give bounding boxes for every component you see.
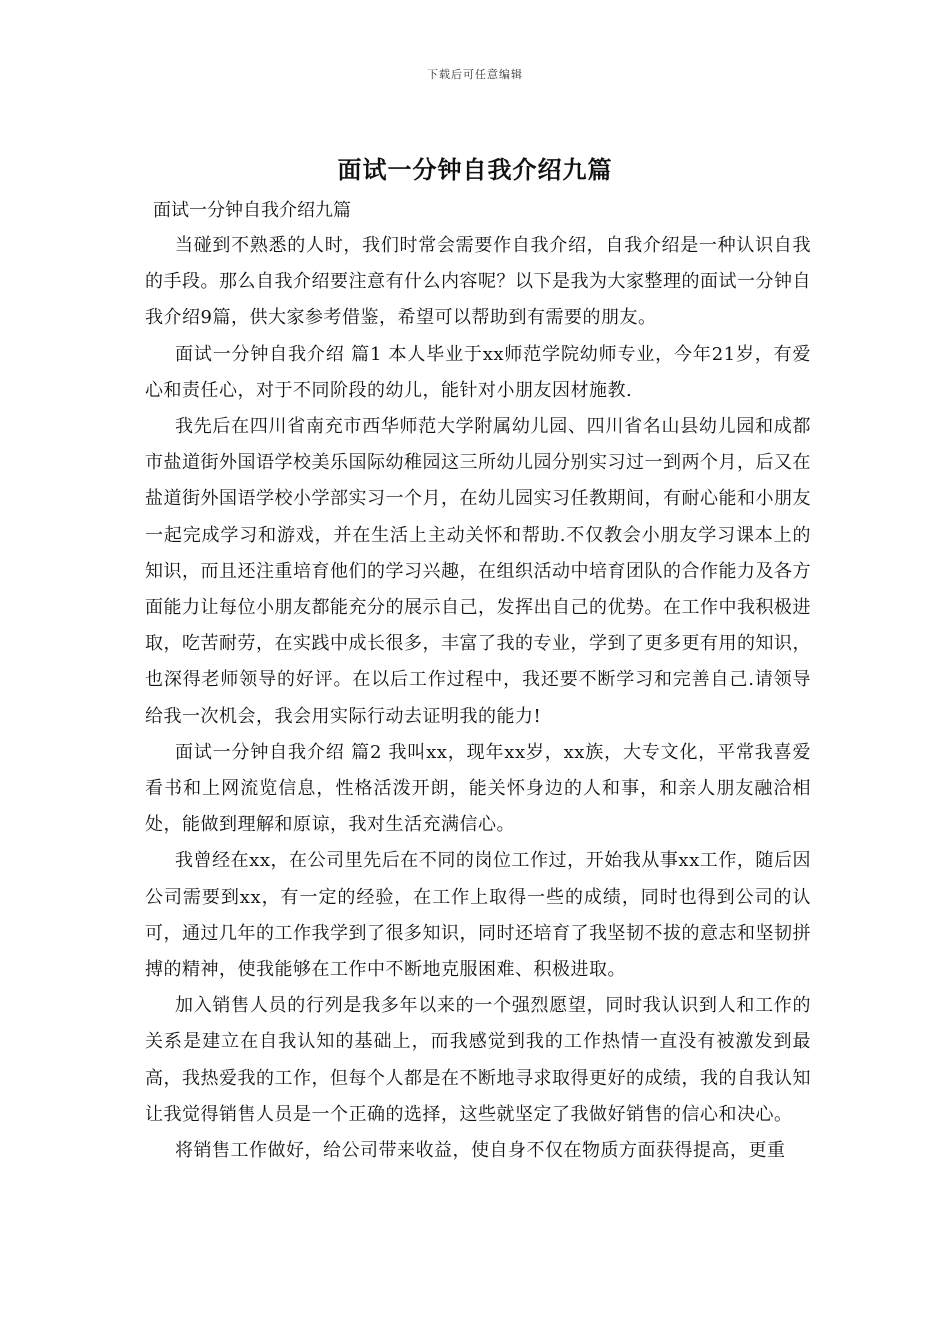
document-subtitle: 面试一分钟自我介绍九篇: [153, 200, 351, 221]
paragraph: 面试一分钟自我介绍 篇2 我叫xx，现年xx岁，xx族，大专文化，平常我喜爱看书和上网流览信息，性格活泼开朗，能关怀身边的人和事，和亲人朋友融洽相处，能做到理解和原谅，我对生活充满信心。: [145, 741, 811, 836]
document-title: 面试一分钟自我介绍九篇: [337, 155, 613, 184]
paragraph: 面试一分钟自我介绍 篇1 本人毕业于xx师范学院幼师专业，今年21岁，有爱心和责任心，对于不同阶段的幼儿，能针对小朋友因材施教.: [145, 343, 811, 401]
paragraph: 当碰到不熟悉的人时，我们时常会需要作自我介绍，自我介绍是一种认识自我的手段。那么自我介绍要注意有什么内容呢？以下是我为大家整理的面试一分钟自我介绍9篇，供大家参考借鉴，希望可以帮助到有需要的朋友。: [145, 235, 811, 329]
paragraph: 我先后在四川省南充市西华师范大学附属幼儿园、四川省名山县幼儿园和成都市盐道街外国语学校美乐国际幼稚园这三所幼儿园分别实习过一到两个月，后又在盐道街外国语学校小学部实习一个月，在幼儿园实习任教期间，有耐心能和小朋友一起完成学习和游戏，并在生活上主动关怀和帮助.不仅教会小朋友学习课本上的知识，而且还注重培育他们的学习兴趣，在组织活动中培育团队的合作能力及各方面能力让每位小朋友都能充分的展示自己，发挥出自己的优势。在工作中我积极进取，吃苦耐劳，在实践中成长很多，丰富了我的专业，学到了更多更有用的知识，也深得老师领导的好评。在以后工作过程中，我还要不断学习和完善自己.请领导给我一次机会，我会用实际行动去证明我的能力!: [145, 416, 811, 727]
paragraph: 将销售工作做好，给公司带来收益，使自身不仅在物质方面获得提高，更重: [175, 1140, 786, 1162]
document-body: [145, 196, 811, 1169]
paragraph: 我曾经在xx，在公司里先后在不同的岗位工作过，开始我从事xx工作，随后因公司需要到xx，有一定的经验，在工作上取得一些的成绩，同时也得到公司的认可，通过几年的工作我学到了很多知识，同时还培育了我坚韧不拔的意志和坚韧拼搏的精神，使我能够在工作中不断地克服困难、积极进取。: [145, 850, 811, 981]
paragraph: 加入销售人员的行列是我多年以来的一个强烈愿望，同时我认识到人和工作的关系是建立在自我认知的基础上，而我感觉到我的工作热情一直没有被激发到最高，我热爱我的工作，但每个人都是在不断地寻求取得更好的成绩，我的自我认知让我觉得销售人员是一个正确的选择，这些就坚定了我做好销售的信心和决心。: [145, 995, 811, 1125]
header-note: 下载后可任意编辑: [427, 68, 523, 81]
